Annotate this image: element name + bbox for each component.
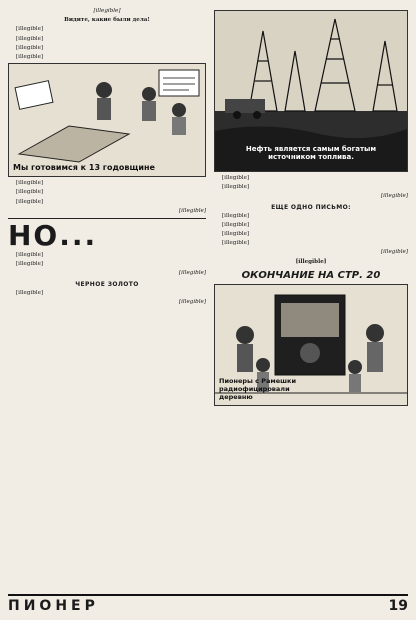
- left-column: [8, 8, 206, 308]
- article-paragraph: [illegible]: [16, 54, 44, 61]
- article-paragraph: [illegible]: [16, 180, 44, 187]
- page-footer: [8, 594, 408, 616]
- article-paragraph: [illegible]: [16, 289, 44, 296]
- article-paragraph: [illegible]: [222, 221, 250, 228]
- right-column: [214, 8, 408, 409]
- illustration-caption: Нефть является самым богатым источником топлива.: [245, 145, 377, 161]
- illustration-oil-derricks: [214, 10, 408, 172]
- signature: [illegible]: [178, 270, 206, 277]
- article-paragraph: [illegible]: [16, 35, 44, 42]
- article-paragraph: [illegible]: [222, 212, 250, 219]
- magazine-title: ПИОНЕР: [8, 598, 99, 614]
- article-paragraph: [illegible]: [16, 44, 44, 51]
- article-paragraph: [illegible]: [16, 189, 44, 196]
- article-paragraph: [illegible]: [16, 261, 44, 268]
- signature: [illegible]: [380, 249, 408, 256]
- article-paragraph: [illegible]: [222, 184, 250, 191]
- subsection-heading: ЕЩЕ ОДНО ПИСЬМО:: [271, 203, 351, 211]
- section-heading: НО...: [8, 219, 98, 253]
- continuation-banner: ОКОНЧАНИЕ НА СТР. 20: [241, 269, 381, 281]
- article-paragraph: [illegible]: [222, 231, 250, 238]
- article-paragraph: [illegible]: [222, 175, 250, 181]
- illustration-radio: [214, 284, 408, 406]
- illustration-anniversary: [8, 63, 206, 177]
- signature: [illegible]: [380, 193, 408, 200]
- signature: [illegible]: [178, 298, 206, 305]
- bold-note: [illegible]: [295, 258, 327, 265]
- article-paragraph: [illegible]: [16, 198, 44, 205]
- illustration-caption: Мы готовимся к 13 годовщине: [13, 163, 155, 173]
- signature: [illegible]: [178, 207, 206, 214]
- article-paragraph: [illegible]: [16, 252, 44, 259]
- article-paragraph: Видите, какие были дела!: [64, 17, 150, 24]
- article-paragraph: [illegible]: [16, 26, 44, 33]
- page-number: 19: [388, 598, 408, 614]
- article-paragraph: [illegible]: [222, 240, 250, 247]
- illustration-caption: Пионеры с Рамешки радиофицировали деревню: [219, 376, 297, 401]
- article-paragraph: [illegible]: [93, 8, 121, 14]
- subsection-heading: ЧЕРНОЕ ЗОЛОТО: [75, 280, 139, 288]
- anniversary-drawing: [9, 64, 205, 176]
